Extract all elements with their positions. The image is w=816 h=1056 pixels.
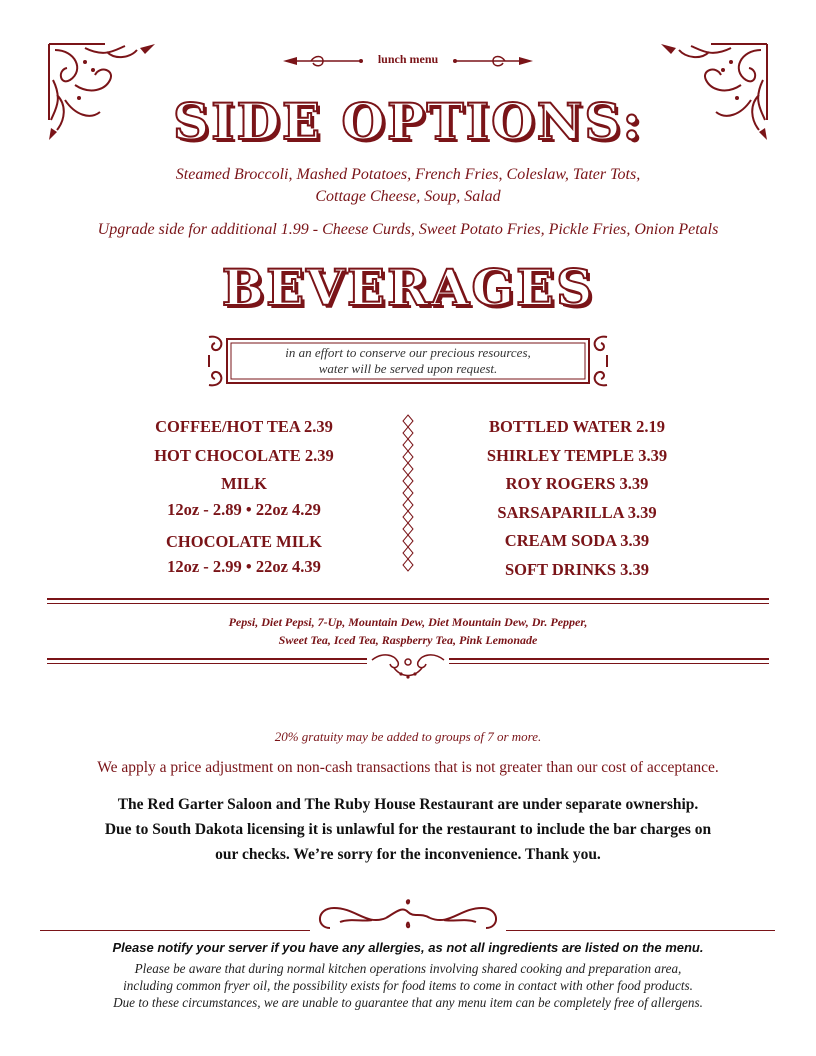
soft-drinks-line-1: Pepsi, Diet Pepsi, 7-Up, Mountain Dew, Diet Mountain Dew, Dr. Pepper, [228, 615, 588, 629]
header-label: lunch menu [377, 52, 439, 66]
price-adjustment-note: We apply a price adjustment on non-cash transactions that is not greater than our cost of acceptance. [97, 759, 719, 776]
column-divider [400, 413, 416, 579]
allergy-line-1: Please be aware that during normal kitchen operations involving shared cooking and preparation area, [134, 961, 682, 976]
ownership-line-2: Due to South Dakota licensing it is unlawful for the restaurant to include the bar charges on [104, 821, 712, 838]
beverage-item: ROY ROGERS 3.39 [505, 474, 649, 493]
beverages-title: BEVERAGES [221, 258, 595, 317]
allergy-heading: Please notify your server if you have any allergies, as not all ingredients are listed on the menu. [112, 940, 704, 955]
rule-bottom-left-2 [47, 663, 367, 664]
side-upgrade-note: Upgrade side for additional 1.99 - Cheese Curds, Sweet Potato Fries, Pickle Fries, Onion Petals [97, 221, 719, 238]
footer-swash [310, 898, 506, 938]
beverage-item: CREAM SODA 3.39 [504, 531, 650, 550]
allergy-line-2: including common fryer oil, the possibility exists for food items to come in contact with other food products. [123, 978, 693, 993]
center-ornament [368, 650, 448, 680]
water-notice-line-2: water will be served upon request. [318, 361, 498, 376]
beverage-sizes: 12oz - 2.99 • 22oz 4.39 [167, 557, 321, 576]
water-notice-line-1: in an effort to conserve our precious resources, [285, 345, 531, 360]
side-options-line-1: Steamed Broccoli, Mashed Potatoes, French Fries, Coleslaw, Tater Tots, [175, 166, 641, 183]
side-options-list [0, 164, 816, 208]
ownership-line-1: The Red Garter Saloon and The Ruby House Restaurant are under separate ownership. [117, 796, 699, 813]
beverage-item: SARSAPARILLA 3.39 [497, 502, 657, 522]
beverage-item: SHIRLEY TEMPLE 3.39 [486, 445, 668, 465]
soft-drinks-list [0, 613, 816, 649]
beverages-right-column [447, 413, 707, 584]
allergy-disclaimer [0, 960, 816, 1011]
rule-bottom-right-1 [449, 658, 769, 660]
rule-bottom-left-1 [47, 658, 367, 660]
gratuity-note: 20% gratuity may be added to groups of 7 or more. [274, 729, 542, 744]
header-flourish-right [453, 54, 533, 68]
side-options-line-2: Cottage Cheese, Soup, Salad [315, 188, 501, 205]
rule-bottom-right-2 [449, 663, 769, 664]
allergy-line-3: Due to these circumstances, we are unable to guarantee that any menu item can be completely free of allergens. [113, 995, 703, 1010]
water-notice [240, 345, 576, 377]
beverage-item: HOT CHOCOLATE 2.39 [154, 445, 334, 465]
beverage-item: COFFEE/HOT TEA 2.39 [155, 417, 333, 436]
rule-top-1 [47, 598, 769, 600]
soft-drinks-line-2: Sweet Tea, Iced Tea, Raspberry Tea, Pink Lemonade [278, 633, 538, 647]
beverage-item: CHOCOLATE MILK [165, 531, 322, 551]
beverage-item: SOFT DRINKS 3.39 [504, 559, 650, 579]
rule-top-2 [47, 603, 769, 604]
side-options-title: SIDE OPTIONS: [173, 92, 643, 151]
ownership-notice [0, 792, 816, 867]
beverages-left-column [114, 413, 374, 585]
beverage-item: MILK [221, 474, 267, 493]
ownership-line-3: our checks. We’re sorry for the inconvenience. Thank you. [215, 846, 601, 863]
beverage-item: BOTTLED WATER 2.19 [489, 417, 665, 436]
beverage-sizes: 12oz - 2.89 • 22oz 4.29 [167, 499, 321, 519]
